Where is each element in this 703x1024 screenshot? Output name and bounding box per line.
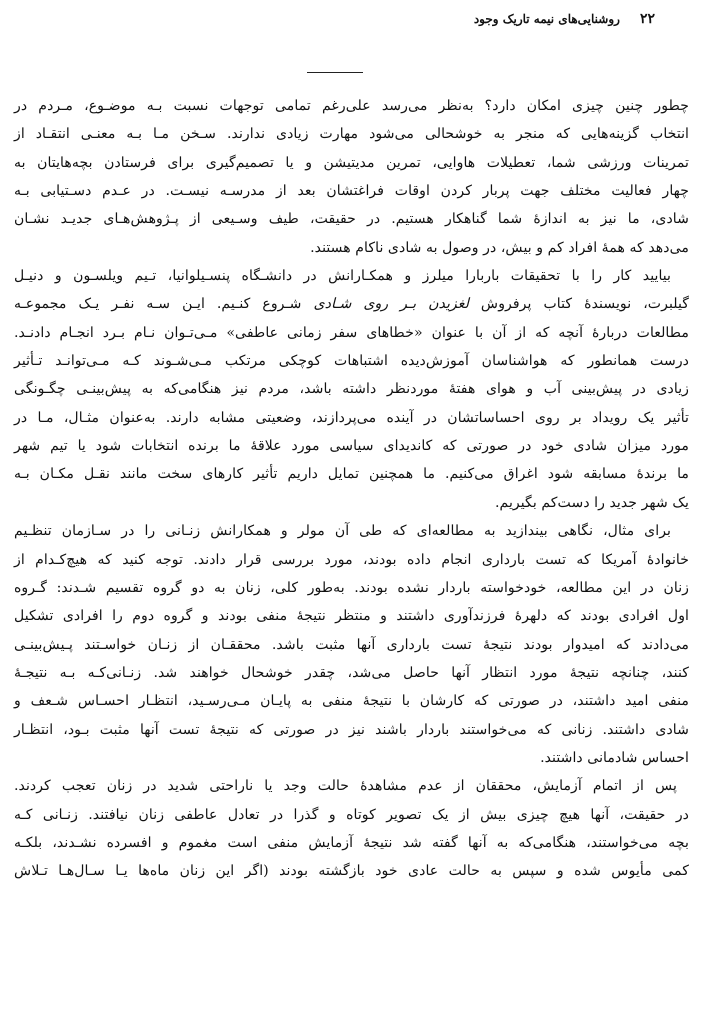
section-divider [307, 72, 363, 73]
paragraph-first-line: پس از اتمام آزمایش، محققان از عدم مشاهدهٔ حالت وجد یا ناراحتی شدید در زنان تعجب کردند. [14, 778, 677, 795]
body-text [14, 92, 689, 886]
text-line: منفی امید داشتند، در صورتی که کارشان با نتیجهٔ منفی به پایـان مـی‌رسـید، انتظـار احسـاس شـعف و [14, 693, 689, 710]
text-segment: شـروع کنـیم. ایـن سـه نفـر یـک مجموعـه [14, 296, 314, 313]
paragraph-first-line: برای مثال، نگاهی بیندازید به مطالعه‌ای که طی آن مولر و همکارانش زنـانی را در سـازمان تنظـیم [14, 523, 671, 540]
running-title: روشنایی‌های نیمه تاریک وجود [473, 12, 620, 26]
text-line: تأثیر یک رویداد بر روی احساساتشان در آینده می‌پردازند، وضعیتی مشابه دارند. به‌عنوان مثـال، مـا در [14, 409, 689, 426]
page-number: ۲۲ [639, 11, 655, 27]
text-line: مطالعات دربارهٔ آنچه که از آن با عنوان «خطاهای سفر زمانی عاطفی» مـی‌تـوان نـام بـرد انجـام دادنـد. [14, 324, 689, 341]
text-line: کنند، چنانچه نتیجهٔ مورد انتظار آنها حاصل می‌شد، چقدر خوشحال خواهند شد. زنـانی‌کـه بـه نتیجـهٔ [14, 664, 689, 681]
text-line: تمرینات ورزشی شما، تعطیلات هاوایی، تمرین مدیتیشن و یا تصمیم‌گیری برای فرستادن بچه‌هایتان به [14, 154, 689, 171]
text-line: ما برندهٔ مسابقه شود اغراق می‌کنیم. ما همچنین تمایل داریم تأثیر کارهای سخت مانند نقـل مکـان بـه [14, 466, 689, 483]
book-title-italic: لغزیدن بـر روی شـادی [313, 296, 469, 313]
paragraph-last-line: یک شهر جدید را دست‌کم بگیریم. [495, 494, 689, 511]
text-segment: گیلبرت، نویسندهٔ کتاب پرفروش [468, 296, 689, 313]
text-line: زنان در این مطالعه، خودخواسته باردار نشده بودند. به‌طور کلی، زنان به دو گروه تقسیم شـدند: گـروه [14, 579, 689, 596]
paragraph-first-line: بیایید کار را با تحقیقات باربارا میلرز و همکـارانش در دانشـگاه پنسـیلوانیا، تـیم ویلسـون و دنیـل [14, 268, 671, 285]
text-line: کمی مأیوس شده و سپس به حالت عادی خود بازگشته بودند (اگر این زنان ماه‌ها یـا سـال‌هـا تـلاش [14, 863, 689, 880]
text-line: می‌دادند که امیدوار بودند نتیجهٔ تست بارداری آنها مثبت باشد. محققـان از زنـان خواسـتند پـیش‌بینـی [14, 636, 689, 653]
text-line: خانوادهٔ آمریکا که تست بارداری انجام داده بودند، مورد بررسی قرار دادند. توجه کنید که هیچ‌کـدام از [14, 551, 689, 568]
text-line: در حقیقت، آنها هیچ چیزی بیش از یک تصویر کوتاه و گذرا در تعادل عاطفی زنان نیافتند. زنـانی کـه [14, 806, 689, 823]
paragraph-last-line: احساس شادمانی داشتند. [540, 749, 689, 766]
text-line: چطور چنین چیزی امکان دارد؟ به‌نظر می‌رسد علی‌رغم تمامی توجهات نسبت بـه موضـوع، مـردم در [14, 98, 689, 114]
text-line: مورد میزان شادی خود در صورتی که کاندیدای سیاسی مورد علاقهٔ ما برنده انتخابات شود یا تیم شهر [14, 438, 689, 455]
text-line: بچه می‌خواستند، هنگامی‌که به آنها گفته شد نتیجهٔ آزمایش منفی است مغموم و افسرده نشـدند، بلکـه [14, 834, 689, 851]
running-header [40, 8, 655, 30]
text-line: چهار فعالیت مختلف جهت پربار کردن اوقات فراغتشان بعد از مدرسـه نیسـت. در عـدم دسـتیابی بـه [14, 183, 689, 200]
text-line [14, 290, 689, 318]
text-line: زیادی در پیش‌بینی آب و هوای هفتهٔ موردنظر داشته باشد، مردم نیز هنگامی‌که به پیش‌بینـی چگـونگی [14, 381, 689, 398]
text-line: اول افرادی بودند که دلهرهٔ فرزندآوری داشتند و منتظر نتیجهٔ منفی بودند و گروه دوم را افرادی تشکیل [14, 608, 689, 625]
text-line: انتخاب گزینه‌هایی که منجر به خوشحالی می‌شود مهارت زیادی ندارند. سـخن مـا بـه معنـی انتقـاد از [14, 126, 689, 143]
paragraph-last-line: می‌دهد که همهٔ افراد کم و بیش، در وصول به شادی ناکام هستند. [310, 239, 689, 256]
text-line: درست همانطور که هواشناسان آموزش‌دیده اشتباهات کوچکی مرتکب مـی‌شـوند کـه مـی‌توانـد تـأثیر [14, 353, 689, 370]
text-line: شادی، ما نیز به اندازهٔ شما گناهکار هستیم. در حقیقت، طیف وسـیعی از پـژوهش‌هـای جدیـد نشـان [14, 211, 689, 228]
text-line: شادی داشتند. زنانی که می‌خواستند باردار باشند نیز در صورتی که نتیجهٔ تست آنها مثبت بـود، انتظـار [14, 721, 689, 738]
